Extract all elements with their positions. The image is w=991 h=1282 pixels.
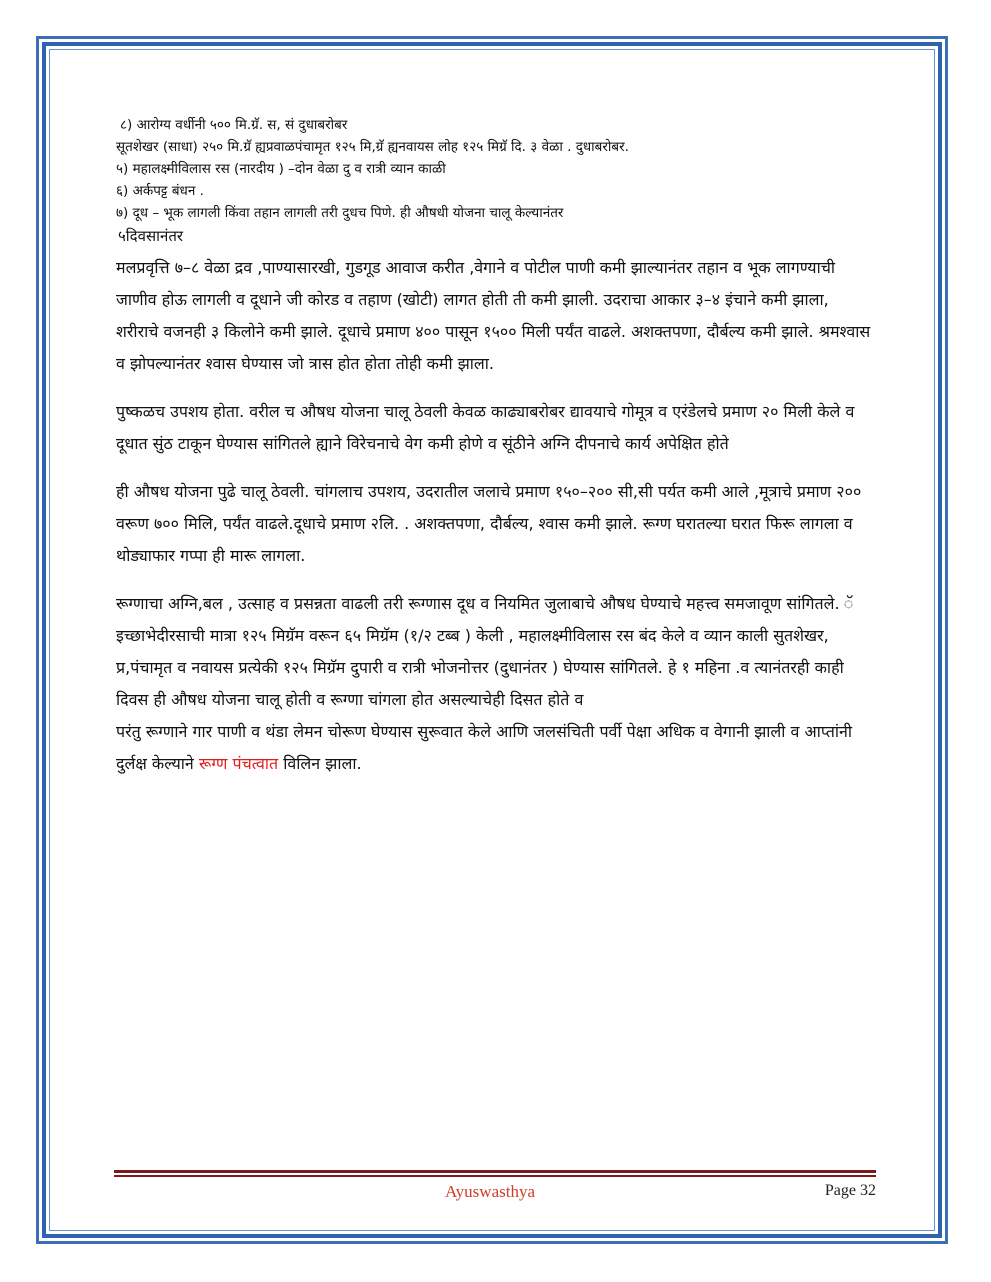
- medicine-line-7: ७) दूध – भूक लागली किंवा तहान लागली तरी दुधच पिणे. ही औषधी योजना चालू केल्यानंतर: [116, 205, 564, 221]
- footer-title: Ayuswasthya: [444, 1182, 536, 1201]
- paragraph-2: पुष्कळच उपशय होता. वरील च औषध योजना चालू ठेवली केवळ काढ्याबरोबर द्यावयाचे गोमूत्र व एरंडेलचे प्रमाण २० मिली केले व दूधात सुंठ टाकून घेण्यास सांगितले ह्याने विरेचनाचे वेग कमी होणे व सूंठीने अग्नि दीपनाचे कार्य अपेक्षित होते: [116, 402, 855, 453]
- medicine-line-sutshekhar: सूतशेखर (साधा) २५० मि.ग्रॅ ह्यप्रवाळपंचामृत १२५ मि,ग्रॅ ह्यनवायस लोह १२५ मिग्रॅ दि. ३ वेळा . दुधाबरोबर.: [116, 139, 629, 155]
- medicine-line-6: ६) अर्कपट्ट बंधन .: [116, 183, 204, 199]
- paragraph-5-text-end: विलिन झाला.: [278, 754, 362, 773]
- paragraph-5: [116, 716, 876, 780]
- paragraph-5-text-start: परंतु रूग्णाने गार पाणी व थंडा लेमन चोरूण घेण्यास सुरूवात केले आणि जलसंचिती पर्वी पेक्षा अधिक व वेगानी झाली व आप्तांनी दुर्लक्ष केल्याने: [116, 722, 853, 773]
- medicine-line-5: ५) महालक्ष्मीविलास रस (नारदीय ) –दोन वेळा दु व रात्री व्यान काळी: [116, 161, 446, 177]
- paragraph-3: ही औषध योजना पुढे चालू ठेवली. चांगलाच उपशय, उदरातील जलाचे प्रमाण १५०–२०० सी,सी पर्यत कमी आले ,मूत्राचे प्रमाण २०० वरूण ७०० मिलि, पर्यंत वाढले.दूधाचे प्रमाण २लि. . अशक्तपणा, दौर्बल्य, श्वास कमी झाले. रूग्ण घरातल्या घरात फिरू लागला व थोड्याफार गप्पा ही मारू लागला.: [116, 482, 862, 565]
- section-heading: ५दिवसानंतर: [118, 227, 184, 245]
- paragraph-4: रूग्णाचा अग्नि,बल , उत्साह व प्रसन्नता वाढली तरी रूग्णास दूध व नियमित जुलाबाचे औषध घेण्याचे महत्त्व समजावूण सांगितले. ॅ इच्छाभेदीरसाची मात्रा १२५ मिग्रॅम वरून ६५ मिग्रॅम (१/२ टब्ब ) केली , महालक्ष्मीविलास रस बंद केले व व्यान काली सुतशेखर, प्र,पंचामृत व नवायस प्रत्येकी १२५ मिग्रॅम दुपारी व रात्री भोजनोत्तर (दुधानंतर ) घेण्यास सांगितले. हे १ महिना .व त्यानंतरही काही दिवस ही औषध योजना चालू होती व रूग्णा चांगला होत असल्याचेही दिसत होते व: [116, 594, 854, 709]
- paragraph-1: मलप्रवृत्ति ७–८ वेळा द्रव ,पाण्यासारखी, गुडगूड आवाज करीत ,वेगाने व पोटील पाणी कमी झाल्यानंतर तहान व भूक लागण्याची जाणीव होऊ लागली व दूधाने जी कोरड व तहाण (खोटी) लागत होती ती कमी झाली. उदराचा आकार ३–४ इंचाने कमी झाला, शरीराचे वजनही ३ किलोने कमी झाले. दूधाचे प्रमाण ४०० पासून १५०० मिली पर्यंत वाढले. अशक्तपणा, दौर्बल्य कमी झाले. श्रमश्वास व झोपल्यानंतर श्वास घेण्यास जो त्रास होत होता तोही कमी झाला.: [116, 258, 871, 373]
- footer-rule: [114, 1170, 876, 1177]
- page-number: Page 32: [824, 1182, 876, 1199]
- medicine-line-8: ८) आरोग्य वर्धीनी ५०० मि.ग्रॅ. स, सं दुधाबरोबर: [120, 117, 348, 133]
- paragraph-5-highlight: रूग्ण पंचत्वात: [198, 754, 279, 773]
- page-content: [116, 114, 876, 796]
